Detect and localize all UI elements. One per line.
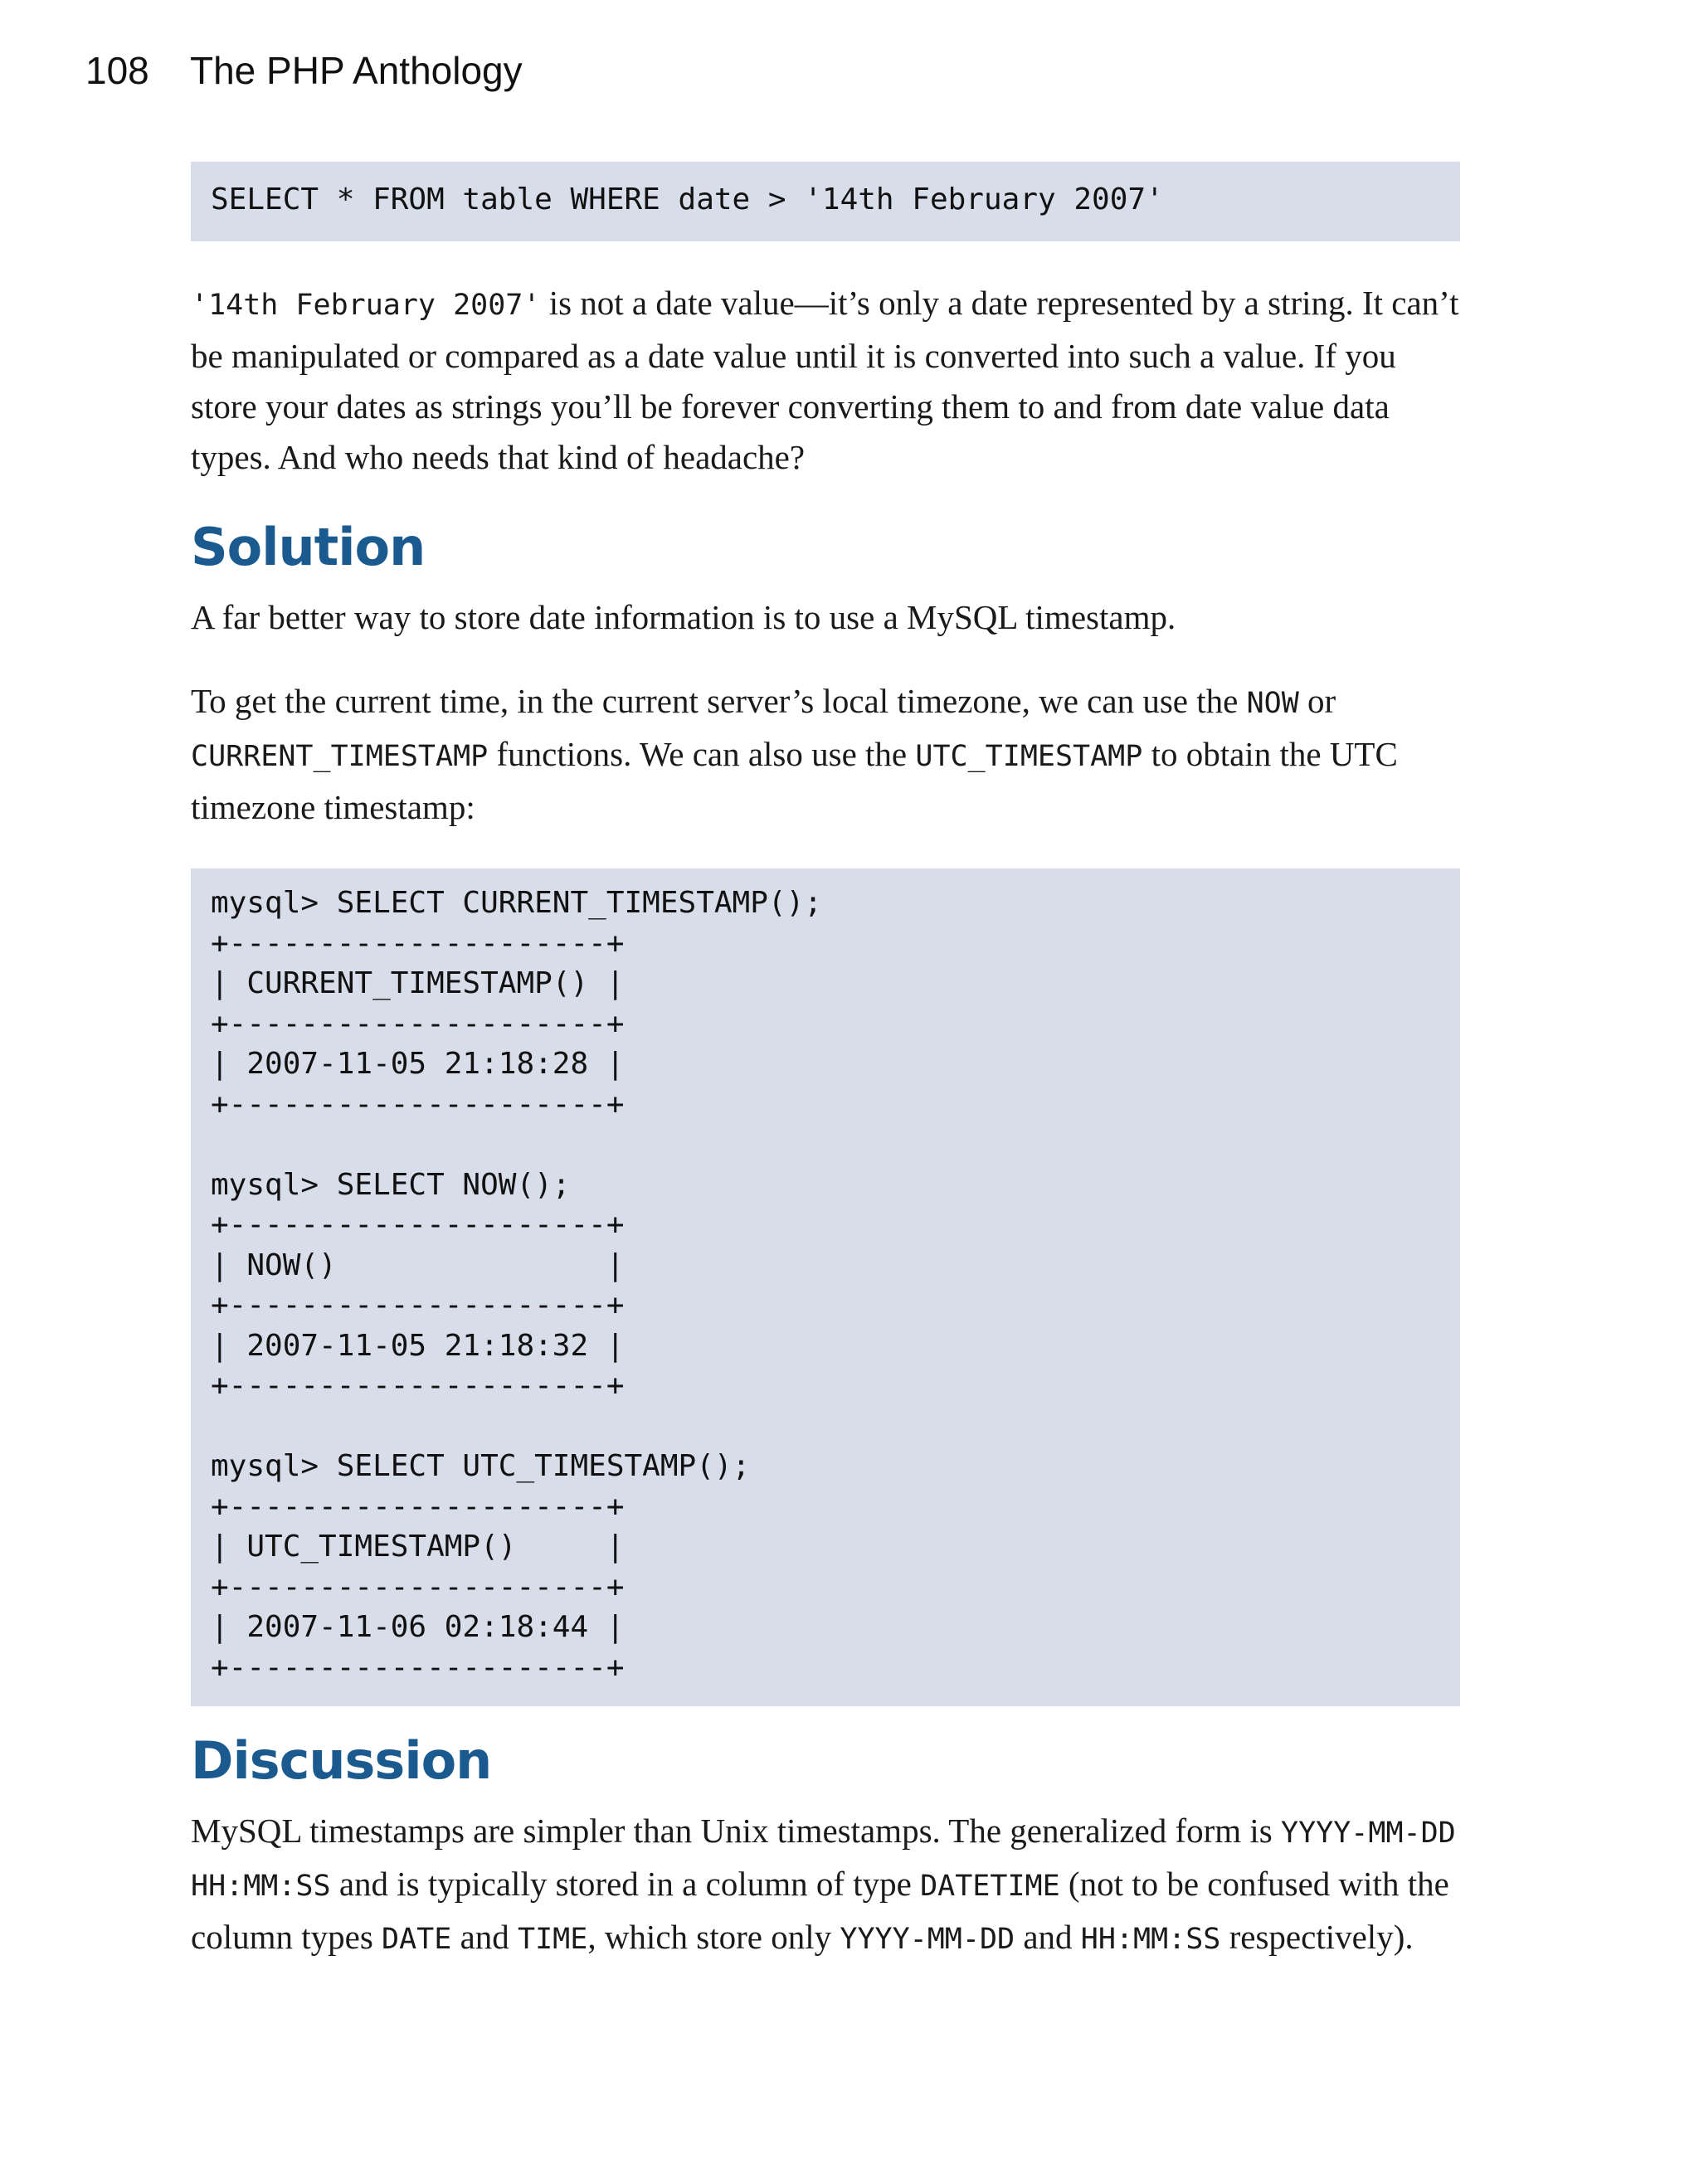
text-span: To get the current time, in the current server’s local timezone, we can use the (191, 682, 1247, 720)
paragraph-date-string (191, 278, 1460, 483)
code-block-select-query: SELECT * FROM table WHERE date > '14th February 2007' (191, 162, 1460, 241)
inline-code-time: TIME (518, 1923, 588, 1956)
paragraph-text: is not a date value—it’s only a date represented by a string. It can’t be manipulated or compared as a date value until it is converted into such a value. If you store your dates as strings you’ll be forever converting them to and from date value data types. And who needs that kind of headache? (191, 284, 1459, 476)
text-span: MySQL timestamps are simpler than Unix timestamps. The generalized form is (191, 1812, 1282, 1850)
inline-code-datetime: DATETIME (920, 1870, 1060, 1903)
section-heading-solution: Solution (191, 517, 426, 577)
running-header (85, 48, 523, 93)
inline-code-current-timestamp: CURRENT_TIMESTAMP (191, 740, 489, 773)
text-span: respectively). (1220, 1918, 1414, 1956)
paragraph-solution-intro: A far better way to store date information is to use a MySQL timestamp. (191, 598, 1176, 636)
inline-code-utc-timestamp: UTC_TIMESTAMP (915, 740, 1143, 773)
text-span: to obtain the UTC timezone timestamp: (191, 735, 1398, 826)
inline-code: '14th February 2007' (191, 289, 541, 322)
book-title: The PHP Anthology (190, 49, 523, 92)
text-span: and (451, 1918, 518, 1956)
text-span: functions. We can also use the (488, 735, 916, 773)
text-span: or (1298, 682, 1336, 720)
text-span: (not to be confused with the column types (191, 1865, 1449, 1956)
paragraph-current-time (191, 676, 1460, 833)
inline-code-date-format: YYYY-MM-DD (840, 1923, 1015, 1956)
inline-code-datetime-format: YYYY-MM-DD HH:MM:SS (191, 1817, 1456, 1903)
page-number: 108 (85, 49, 149, 92)
text-span: and is typically stored in a column of type (330, 1865, 921, 1903)
inline-code-time-format: HH:MM:SS (1080, 1923, 1221, 1956)
inline-code-now: NOW (1246, 687, 1299, 720)
page-content (191, 162, 1460, 1965)
text-span: and (1015, 1918, 1081, 1956)
text-span: , which store only (587, 1918, 840, 1956)
paragraph-discussion (191, 1806, 1460, 1965)
inline-code-date: DATE (382, 1923, 452, 1956)
code-block-mysql-output: mysql> SELECT CURRENT_TIMESTAMP(); +---------------------+ | CURRENT_TIMESTAMP() | +---------------------+ | 2007-11-05 21:18:28 | +---------------------+ mysql> SELECT NOW(); +---------------------+ | NOW() | +---------------------+ | 2007-11-05 21:18:32 | +---------------------+ mysql> SELECT UTC_TIMESTAMP(); +---------------------+ | UTC_TIMESTAMP() | +---------------------+ | 2007-11-06 02:18:44 | +---------------------+ (191, 868, 1460, 1706)
section-heading-discussion: Discussion (191, 1730, 492, 1791)
